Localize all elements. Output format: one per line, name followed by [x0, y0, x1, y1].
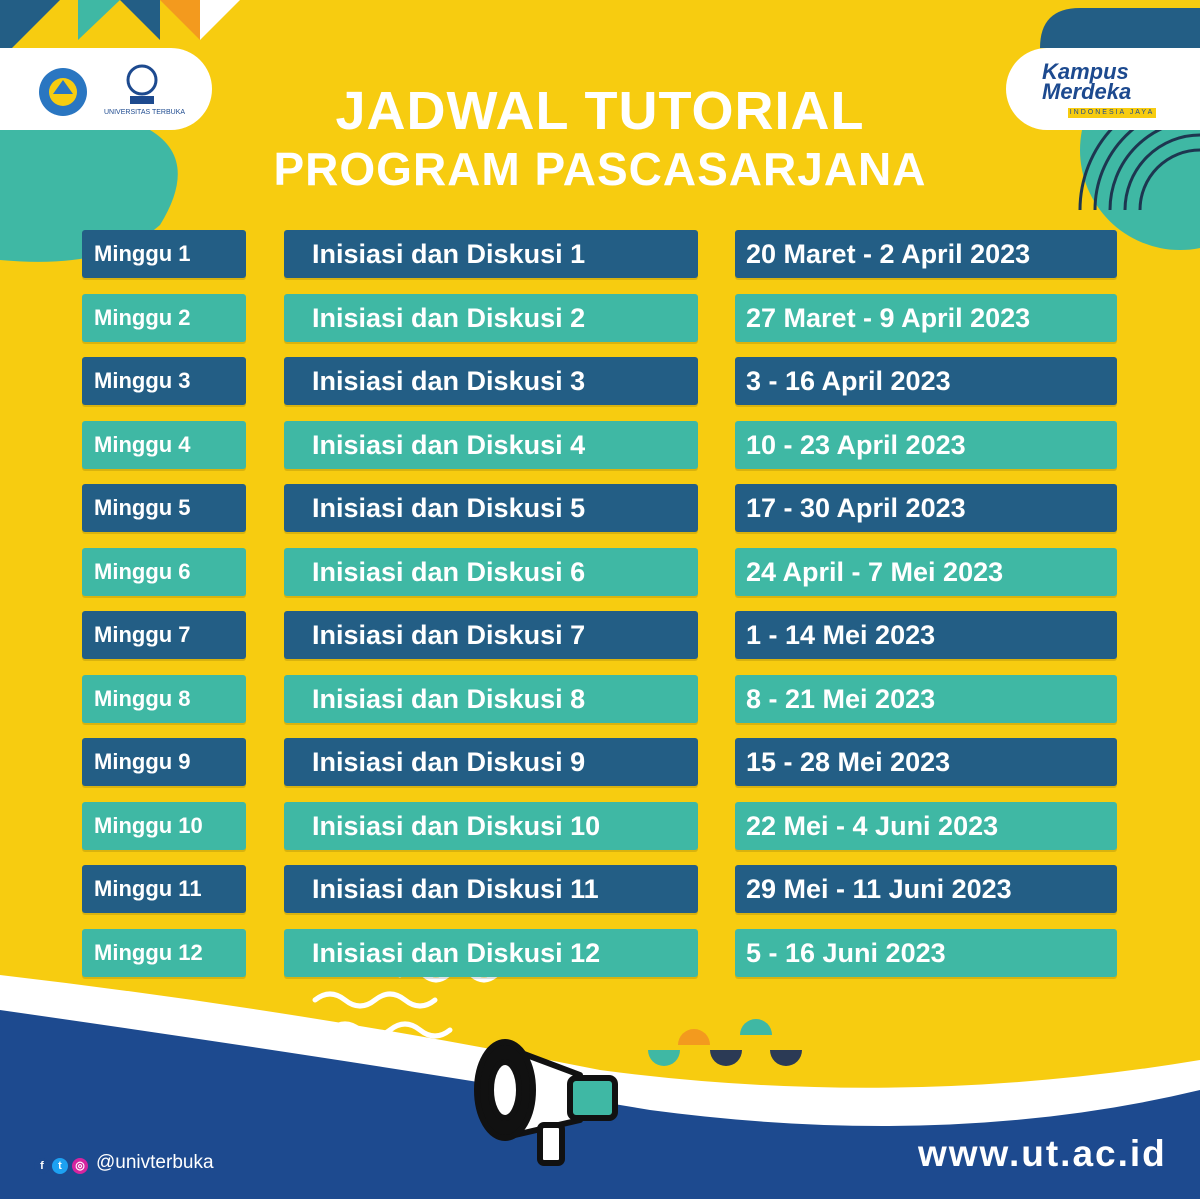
week-cell: Minggu 1	[82, 230, 246, 278]
activity-cell: Inisiasi dan Diskusi 7	[284, 611, 698, 659]
ut-logo-caption: UNIVERSITAS TERBUKA	[104, 109, 186, 116]
page-title: JADWAL TUTORIAL	[335, 81, 865, 141]
activity-cell: Inisiasi dan Diskusi 3	[284, 357, 698, 405]
website-link[interactable]: www.ut.ac.id	[918, 1133, 1167, 1174]
date-range-cell: 8 - 21 Mei 2023	[735, 675, 1117, 723]
activity-cell: Inisiasi dan Diskusi 2	[284, 294, 698, 342]
date-range-cell: 24 April - 7 Mei 2023	[735, 548, 1117, 596]
date-range-cell: 20 Maret - 2 April 2023	[735, 230, 1117, 278]
corner-triangle-shape	[120, 0, 160, 40]
week-cell: Minggu 9	[82, 738, 246, 786]
corner-triangle-shape	[78, 0, 120, 40]
table-row	[0, 548, 1200, 596]
table-row	[0, 865, 1200, 913]
date-range-cell: 1 - 14 Mei 2023	[735, 611, 1117, 659]
week-cell: Minggu 5	[82, 484, 246, 532]
table-row	[0, 929, 1200, 977]
date-range-cell: 27 Maret - 9 April 2023	[735, 294, 1117, 342]
week-cell: Minggu 6	[82, 548, 246, 596]
activity-cell: Inisiasi dan Diskusi 5	[284, 484, 698, 532]
kampus-merdeka-line2: Merdeka	[1042, 79, 1132, 104]
week-cell: Minggu 2	[82, 294, 246, 342]
date-range-cell: 10 - 23 April 2023	[735, 421, 1117, 469]
table-row	[0, 738, 1200, 786]
activity-cell: Inisiasi dan Diskusi 6	[284, 548, 698, 596]
week-cell: Minggu 4	[82, 421, 246, 469]
date-range-cell: 15 - 28 Mei 2023	[735, 738, 1117, 786]
table-row	[0, 484, 1200, 532]
megaphone-icon	[460, 1000, 630, 1170]
date-range-cell: 5 - 16 Juni 2023	[735, 929, 1117, 977]
kampus-merdeka-line1: Kampus	[1042, 59, 1129, 84]
week-cell: Minggu 7	[82, 611, 246, 659]
week-cell: Minggu 10	[82, 802, 246, 850]
activity-cell: Inisiasi dan Diskusi 9	[284, 738, 698, 786]
facebook-icon[interactable]: f	[34, 1158, 50, 1174]
activity-cell: Inisiasi dan Diskusi 1	[284, 230, 698, 278]
semicircles-shape	[648, 1019, 802, 1066]
table-row	[0, 294, 1200, 342]
activity-cell: Inisiasi dan Diskusi 8	[284, 675, 698, 723]
page-subtitle: PROGRAM PASCASARJANA	[273, 143, 927, 195]
date-range-cell: 22 Mei - 4 Juni 2023	[735, 802, 1117, 850]
table-row	[0, 675, 1200, 723]
kampus-merdeka-tagline: INDONESIA JAYA	[1069, 109, 1155, 116]
corner-triangle-shape	[160, 0, 200, 40]
week-cell: Minggu 11	[82, 865, 246, 913]
activity-cell: Inisiasi dan Diskusi 12	[284, 929, 698, 977]
social-handle[interactable]: @univterbuka	[96, 1152, 214, 1173]
table-row	[0, 802, 1200, 850]
twitter-icon[interactable]: t	[52, 1158, 68, 1174]
corner-triangle-shape	[200, 0, 240, 40]
week-cell: Minggu 12	[82, 929, 246, 977]
table-row	[0, 357, 1200, 405]
week-cell: Minggu 8	[82, 675, 246, 723]
date-range-cell: 17 - 30 April 2023	[735, 484, 1117, 532]
table-row	[0, 230, 1200, 278]
table-row	[0, 611, 1200, 659]
activity-cell: Inisiasi dan Diskusi 4	[284, 421, 698, 469]
activity-cell: Inisiasi dan Diskusi 10	[284, 802, 698, 850]
table-row	[0, 421, 1200, 469]
instagram-icon[interactable]: ◎	[72, 1158, 88, 1174]
week-cell: Minggu 3	[82, 357, 246, 405]
corner-arc-shape	[1040, 8, 1200, 48]
date-range-cell: 3 - 16 April 2023	[735, 357, 1117, 405]
activity-cell: Inisiasi dan Diskusi 11	[284, 865, 698, 913]
date-range-cell: 29 Mei - 11 Juni 2023	[735, 865, 1117, 913]
